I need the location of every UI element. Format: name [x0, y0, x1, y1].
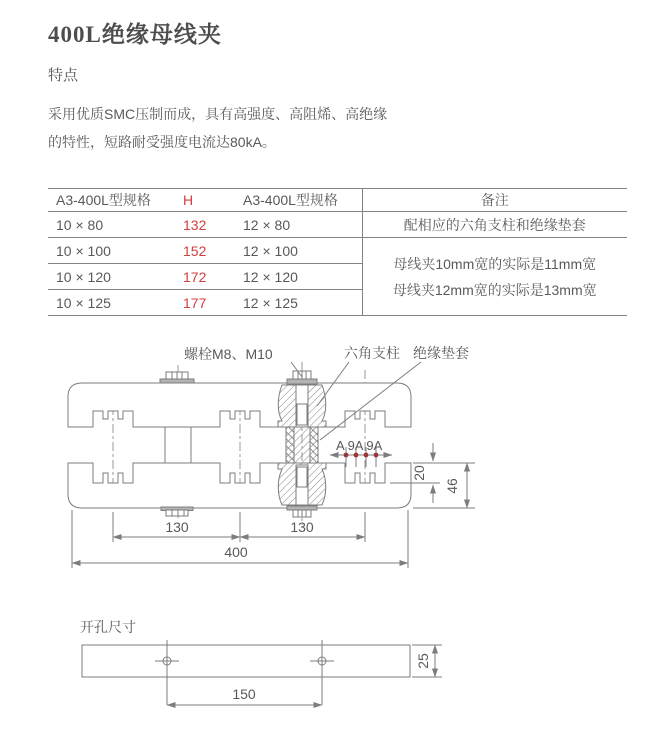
- spec-table-wrap: [48, 188, 627, 316]
- spec1-cell: 10 × 100: [48, 238, 175, 264]
- lower-clamp-outline: [68, 463, 411, 508]
- upper-embedded-nut: [297, 404, 307, 425]
- hex-pillar-column: [286, 427, 318, 463]
- h-cell: 177: [175, 290, 235, 316]
- remark-merged-cell: [362, 238, 627, 316]
- hex-pillar-label: 六角支柱: [344, 345, 400, 361]
- technical-drawing: [0, 340, 651, 737]
- col-header-remark: 备注: [362, 189, 627, 212]
- hole-drawing-label: 开孔尺寸: [80, 619, 136, 635]
- busbar-block: [165, 427, 191, 463]
- dim-130-left-text: 130: [165, 519, 189, 535]
- lower-embedded-nut: [297, 467, 307, 487]
- spec2-cell: 12 × 125: [235, 290, 362, 316]
- spec1-cell: 10 × 80: [48, 212, 175, 238]
- dim-130-right-text: 130: [290, 519, 314, 535]
- h-cell: 172: [175, 264, 235, 290]
- dim-150-text: 150: [232, 686, 256, 702]
- h-cell: 152: [175, 238, 235, 264]
- features-description: [48, 100, 387, 156]
- bolt-head-center: [287, 371, 317, 384]
- main-clamp-view: [68, 362, 475, 568]
- hole-plate-outline: [82, 645, 410, 677]
- dim-25-text: 25: [415, 653, 431, 669]
- description-line-1: 采用优质SMC压制而成，具有高强度、高阻烯、高绝缘: [48, 106, 388, 122]
- dim-46-text: 46: [444, 478, 460, 494]
- h-cell: 132: [175, 212, 235, 238]
- nut-left: [161, 507, 193, 516]
- description-line-2: 的特性，短路耐受强度电流达80kA。: [48, 134, 276, 150]
- spec1-cell: 10 × 120: [48, 264, 175, 290]
- spec2-cell: 12 × 100: [235, 238, 362, 264]
- dim-20-text: 20: [411, 465, 427, 481]
- col-header-spec2: A3-400L型规格: [235, 189, 362, 212]
- features-heading: 特点: [48, 67, 79, 84]
- remark-line-2: 母线夹12mm宽的实际是13mm宽: [392, 281, 597, 298]
- spec-table: [48, 188, 627, 316]
- bolt-label: 螺栓M8、M10: [184, 346, 273, 362]
- insulating-sleeve-label: 绝缘垫套: [413, 345, 469, 361]
- spec1-cell: 10 × 125: [48, 290, 175, 316]
- spec2-cell: 12 × 120: [235, 264, 362, 290]
- col-header-h: H: [175, 189, 235, 212]
- col-header-spec1: A3-400L型规格: [48, 189, 175, 212]
- spec2-cell: 12 × 80: [235, 212, 362, 238]
- remark-cell: 配相应的六角支柱和绝缘垫套: [362, 212, 627, 238]
- dim-a9a9a-text: A 9A 9A: [336, 438, 383, 453]
- page-title: 400L绝缘母线夹: [48, 22, 222, 47]
- hole-drawing: [82, 640, 442, 705]
- table-row: [48, 238, 627, 264]
- bolt-head-left: [160, 372, 194, 383]
- nut-center: [287, 506, 317, 517]
- dim-400-text: 400: [224, 544, 248, 560]
- remark-line-1: 母线夹10mm宽的实际是11mm宽: [393, 255, 597, 272]
- table-header-row: [48, 189, 627, 212]
- table-row: [48, 212, 627, 238]
